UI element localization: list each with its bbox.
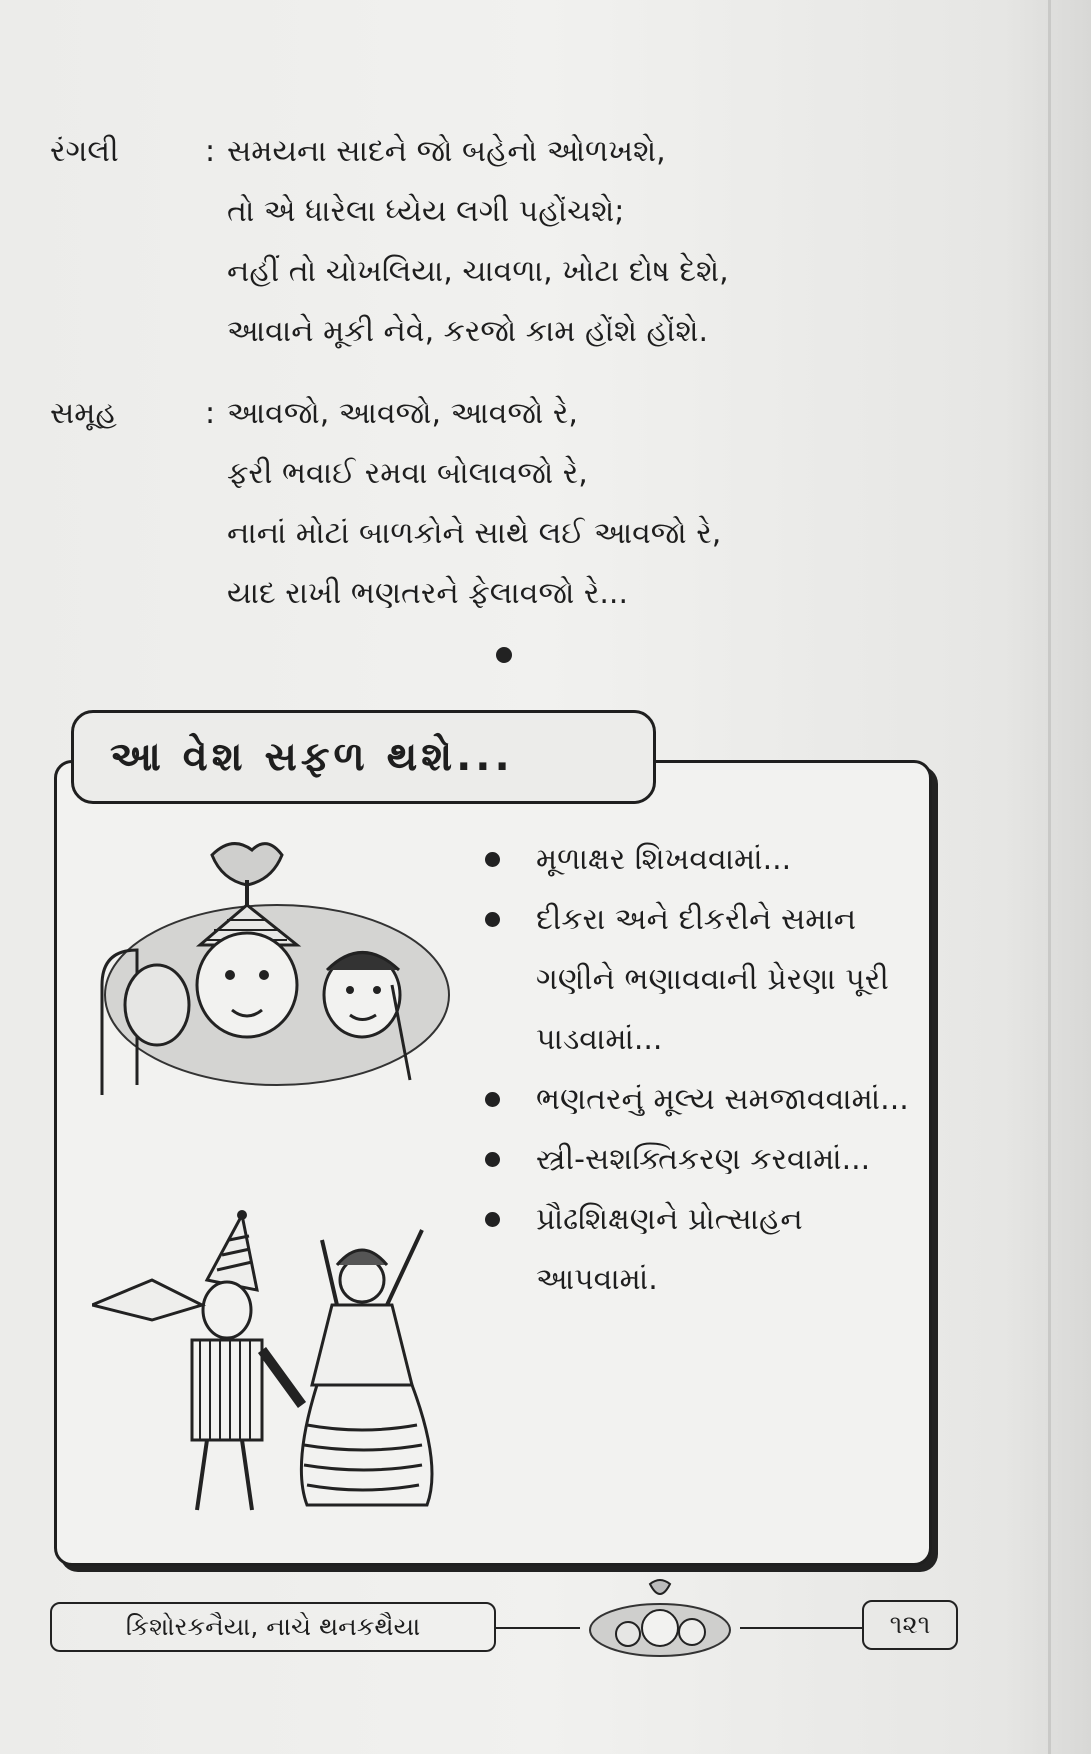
verse-line: નહીં તો ચોખલિયા, ચાવળા, ખોટા દોષ દેશે, (227, 254, 729, 289)
verse-line: ફરી ભવાઈ રમવા બોલાવજો રે, (227, 456, 588, 491)
page-spine-shadow (1048, 0, 1051, 1754)
verse-lines (205, 384, 950, 624)
success-points-list (480, 830, 920, 1310)
verse-line: નાનાં મોટાં બાળકોને સાથે લઈ આવજો રે, (227, 516, 722, 551)
dancers-illustration (92, 1210, 462, 1520)
performers-faces-illustration (92, 835, 462, 1095)
verse-line-text: સમયના સાદને જો બહેનો ઓળખશે, (227, 134, 666, 169)
footer-rule-left (496, 1627, 580, 1629)
speaker-name: સમૂહ (50, 396, 117, 431)
dialogue-section (50, 122, 950, 646)
section-separator-dot (496, 647, 512, 663)
list-item: દીકરા અને દીકરીને સમાન ગણીને ભણાવવાની પ્રેરણા પૂરી પાડવામાં... (480, 890, 920, 1070)
verse-line: આવાને મૂકી નેવે, કરજો કામ હોંશે હોંશે. (227, 314, 709, 349)
verse-line (205, 384, 950, 444)
info-box-title: આ વેશ સફળ થશે... (71, 710, 656, 804)
footer-rule-right (740, 1627, 862, 1629)
verse-line: યાદ રાખી ભણતરને ફેલાવજો રે... (227, 576, 628, 611)
list-item: પ્રૌઢશિક્ષણને પ્રોત્સાહન આપવામાં. (480, 1190, 920, 1310)
verse-line: તો એ ધારેલા ધ્યેય લગી પહોંચશે; (227, 194, 625, 229)
speaker-name: રંગલી (50, 134, 119, 169)
colon: : (205, 396, 216, 431)
footer-book-title: કિશોરકનૈયા, નાચે થનકથૈયા (50, 1602, 496, 1652)
verse-line (205, 122, 950, 182)
list-item: મૂળાક્ષર શિખવવામાં... (480, 830, 920, 890)
colon: : (205, 134, 216, 169)
page-number: ૧૨૧ (862, 1600, 958, 1650)
dialogue-block-rangli (50, 122, 950, 362)
verse-lines (205, 122, 950, 362)
dialogue-block-samuh (50, 384, 950, 624)
list-item: સ્ત્રી-સશક્તિકરણ કરવામાં... (480, 1130, 920, 1190)
footer-face-ornament (580, 1578, 740, 1660)
verse-line-text: આવજો, આવજો, આવજો રે, (227, 396, 578, 431)
list-item: ભણતરનું મૂલ્ય સમજાવવામાં... (480, 1070, 920, 1130)
